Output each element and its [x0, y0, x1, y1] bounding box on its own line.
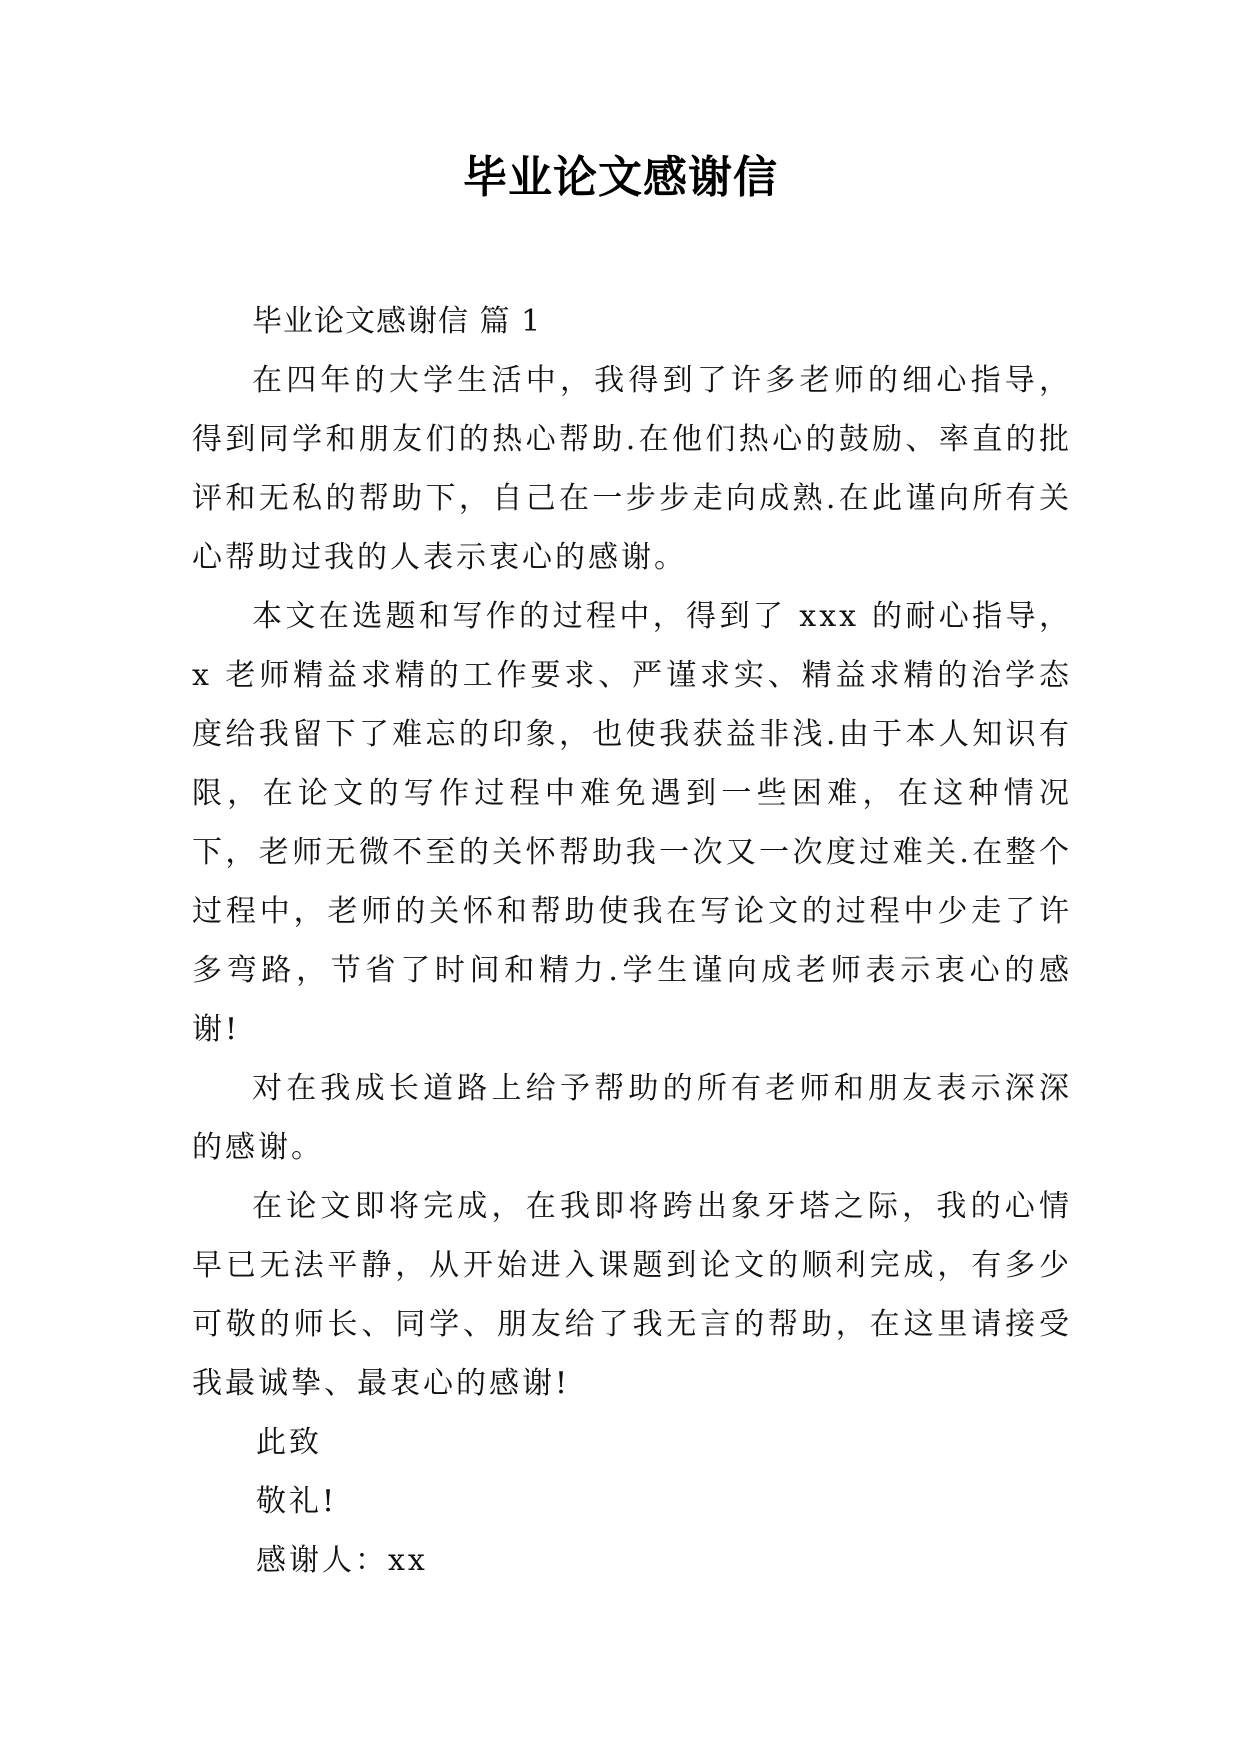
paragraph-3: 对在我成长道路上给予帮助的所有老师和朋友表示深深的感谢。 [192, 1071, 1072, 1165]
paragraph-4: 在论文即将完成，在我即将跨出象牙塔之际，我的心情早已无法平静，从开始进入课题到论文的顺利完成，有多少可敬的师长、同学、朋友给了我无言的帮助，在这里请接受我最诚挚、最衷心的感谢! [192, 1189, 1072, 1401]
closing-salutation: 此致 [256, 1425, 322, 1460]
section-heading: 毕业论文感谢信 篇 1 [252, 304, 542, 339]
document-title: 毕业论文感谢信 [463, 152, 778, 203]
paragraph-2: 本文在选题和写作的过程中，得到了 xxx 的耐心指导，x 老师精益求精的工作要求、严谨求实、精益求精的治学态度给我留下了难忘的印象，也使我获益非浅.由于本人知识有限，在论文的写作过程中难免遇到一些困难，在这种情况下，老师无微不至的关怀帮助我一次又一次度过难关.在整个过程中，老师的关怀和帮助使我在写论文的过程中少走了许多弯路，节省了时间和精力.学生谨向成老师表示衷心的感谢! [192, 599, 1072, 1047]
closing-regards: 敬礼! [256, 1484, 338, 1519]
paragraph-1: 在四年的大学生活中，我得到了许多老师的细心指导，得到同学和朋友们的热心帮助.在他们热心的鼓励、率直的批评和无私的帮助下，自己在一步步走向成熟.在此谨向所有关心帮助过我的人表示衷心的感谢。 [192, 363, 1072, 575]
closing-signature: 感谢人：xx [256, 1543, 428, 1578]
document-body [192, 292, 1072, 1590]
